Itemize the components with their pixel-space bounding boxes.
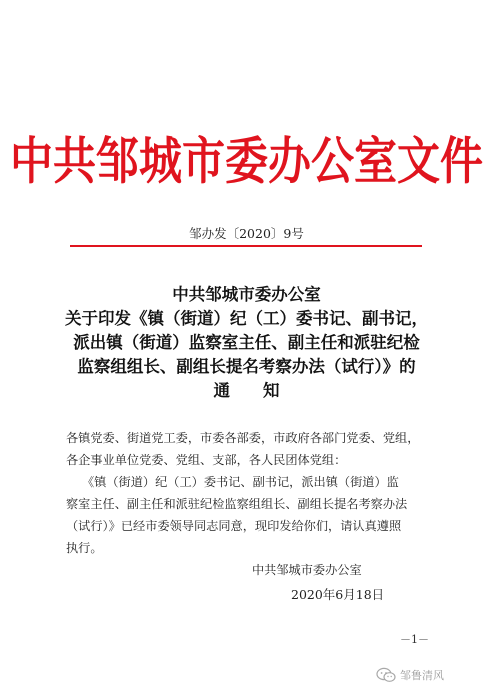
- title-line: 监察组组长、副组长提名考察办法（试行）》的: [77, 357, 416, 376]
- notice-title: [40, 283, 453, 403]
- masthead-title: 中共邹城市委办公室文件: [10, 132, 483, 192]
- paragraph-line: 察室主任、副主任和派驻纪检监察组组长、副组长提名考察办法: [66, 497, 408, 511]
- wechat-icon: [376, 667, 396, 683]
- red-separator-line: [70, 245, 422, 247]
- recipients-line: 各镇党委、街道党工委，市委各部委，市政府各部门党委、党组，: [66, 431, 420, 445]
- title-line: 通 知: [213, 381, 280, 400]
- paragraph-line: 执行。: [66, 541, 103, 555]
- signature-organization: 中共邹城市委办公室: [252, 563, 362, 577]
- title-line: 派出镇（街道）监察室主任、副主任和派驻纪检: [73, 333, 420, 352]
- page-number: －1－: [400, 633, 429, 646]
- title-line: 中共邹城市委办公室: [172, 285, 321, 304]
- watermark-text: 邹鲁清风: [400, 669, 444, 682]
- account-watermark: [376, 664, 444, 686]
- title-line: 关于印发《镇（街道）纪（工）委书记、副书记，: [65, 309, 428, 328]
- recipients-line: 各企事业单位党委、党组、支部，各人民团体党组：: [66, 453, 347, 467]
- paragraph-line: （试行）》已经市委领导同志同意，现印发给你们，请认真遵照: [66, 519, 402, 533]
- signature-date: 2020年6月18日: [291, 587, 385, 602]
- document-number: 邹办发〔2020〕9号: [189, 226, 304, 241]
- paragraph-line: 《镇（街道）纪（工）委书记、副书记，派出镇（街道）监: [82, 475, 399, 489]
